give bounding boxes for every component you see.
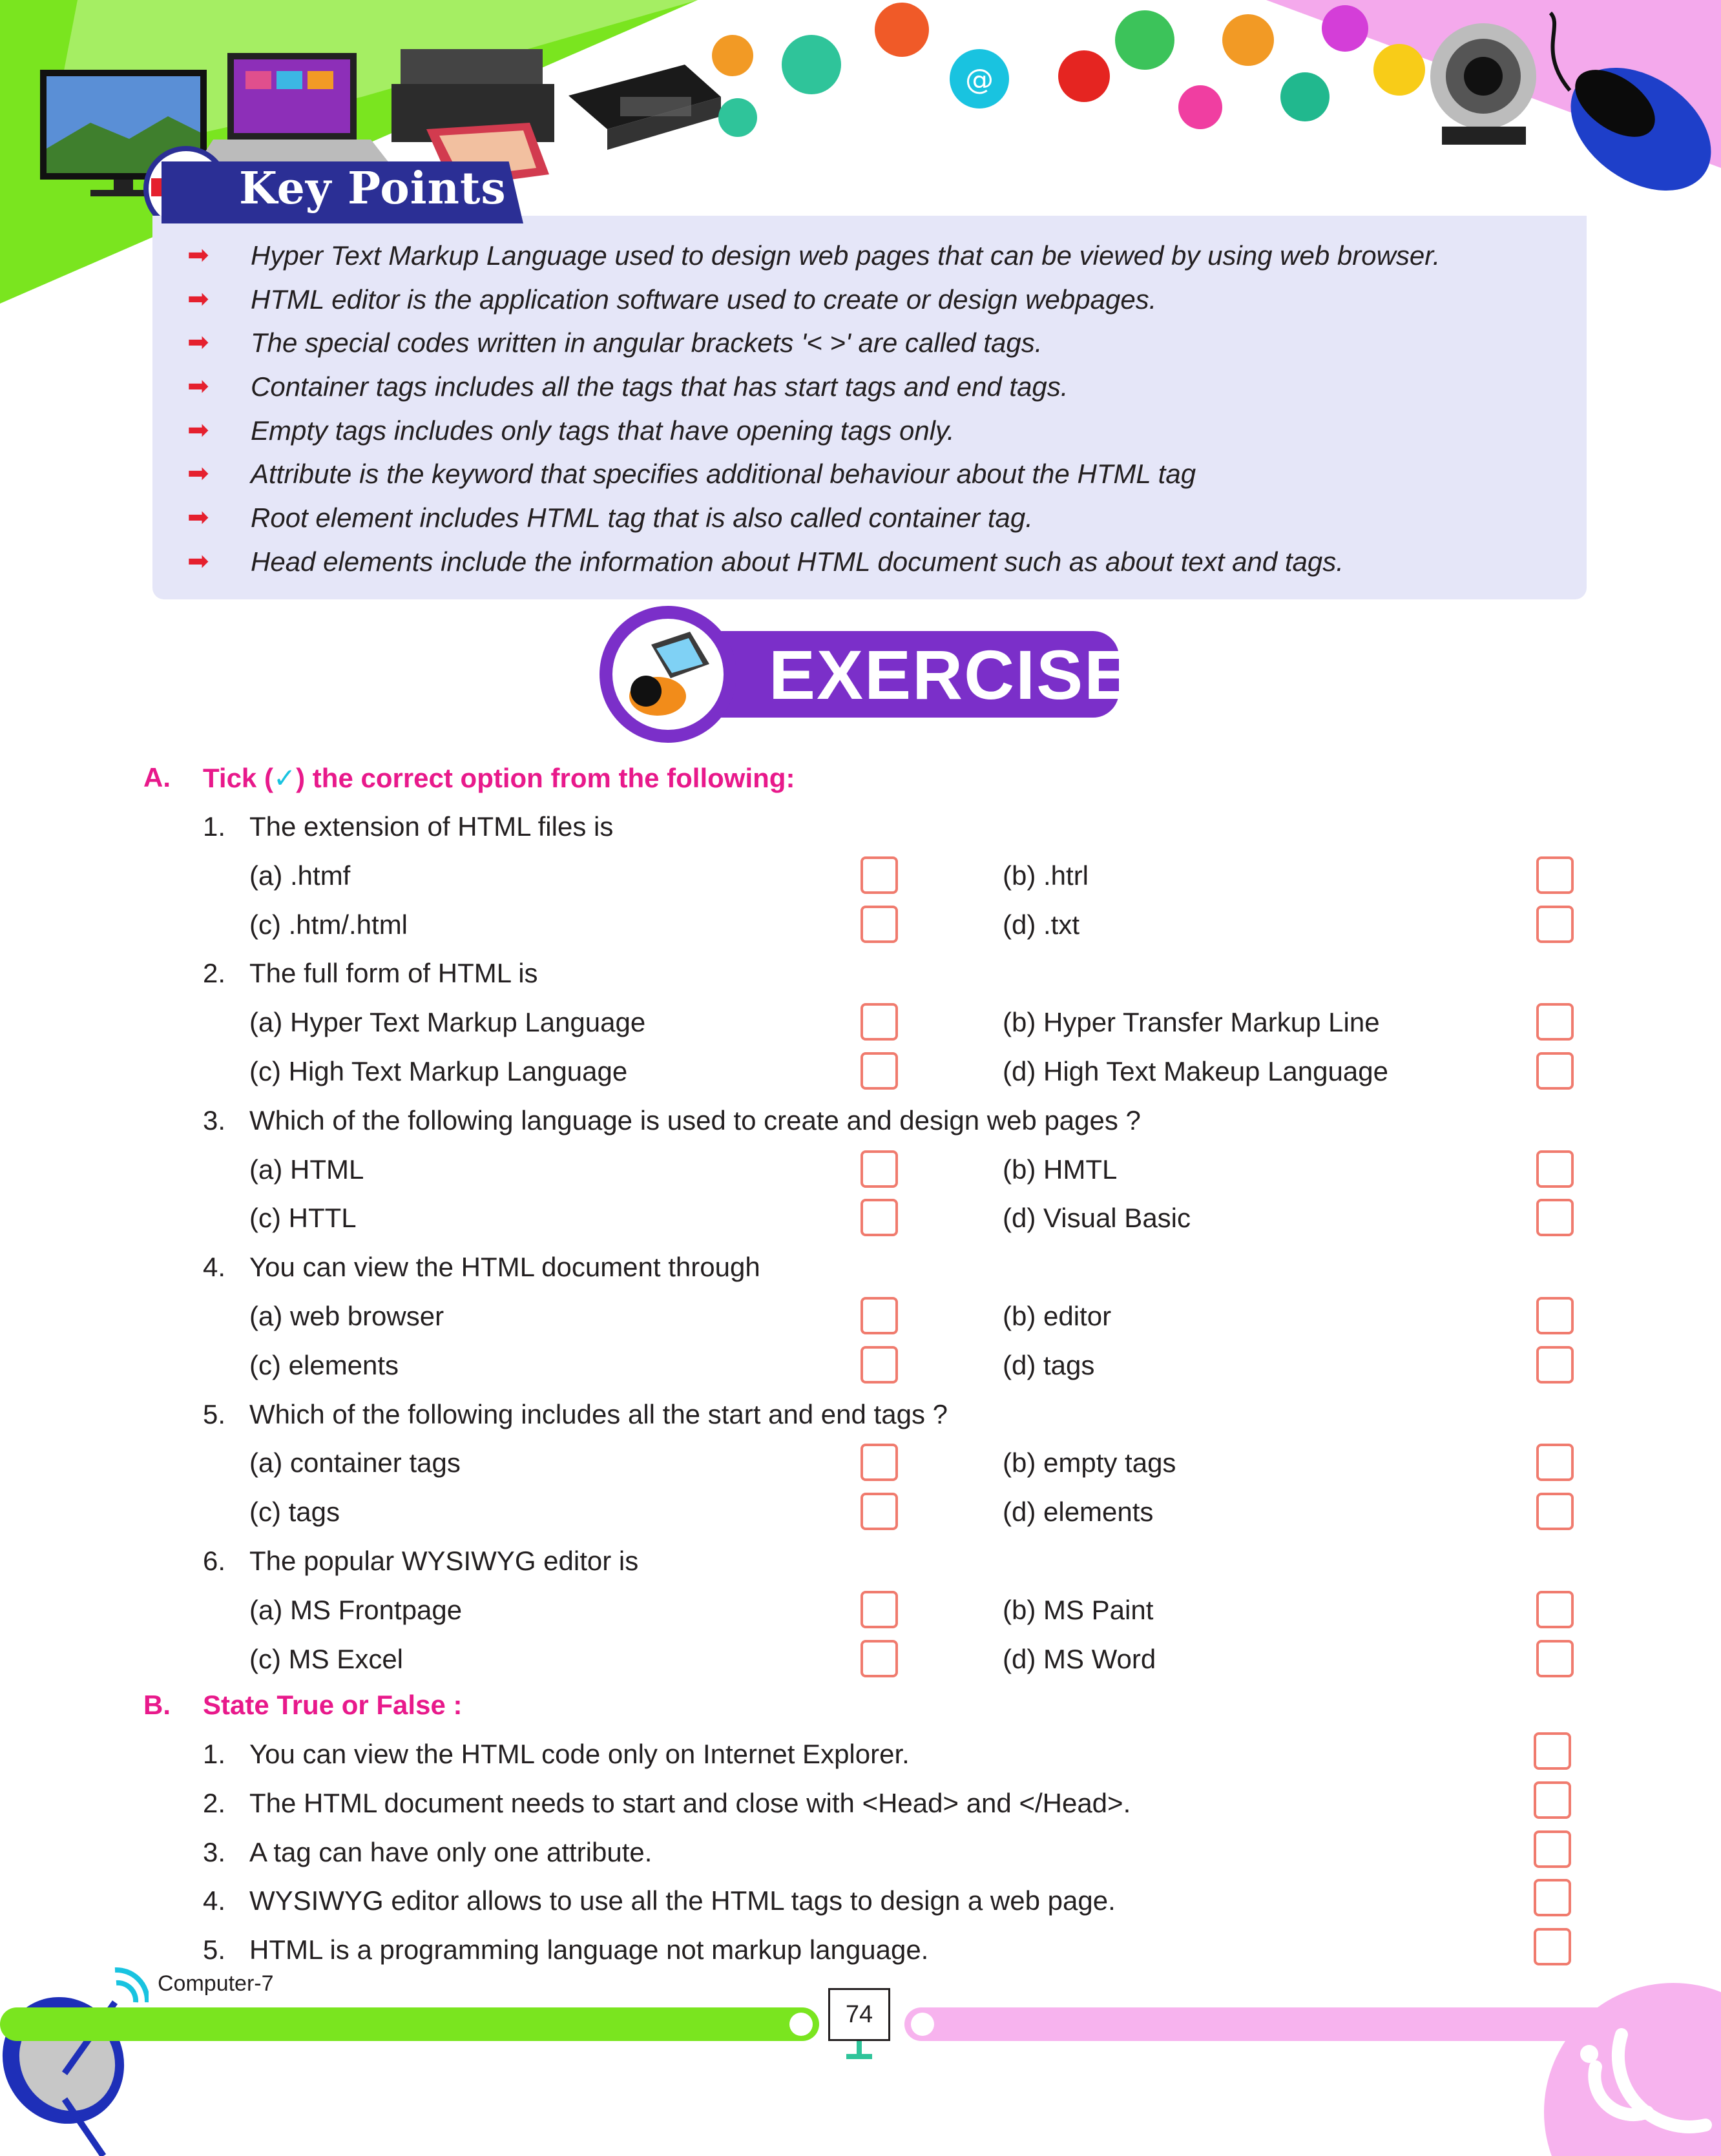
- section-b-title: State True or False :: [203, 1690, 463, 1720]
- statement-text: WYSIWYG editor allows to use all the HTML tags to design a web page.: [249, 1885, 1116, 1916]
- statement-number: 2.: [203, 1787, 226, 1818]
- answer-checkbox[interactable]: [1536, 1297, 1574, 1334]
- answer-checkbox[interactable]: [860, 1493, 898, 1530]
- answer-checkbox[interactable]: [860, 1052, 898, 1090]
- question-text: The popular WYSIWYG editor is: [249, 1546, 639, 1576]
- statement-number: 3.: [203, 1836, 226, 1867]
- true-false-checkbox[interactable]: [1534, 1732, 1571, 1770]
- arrow-bullet-icon: ➡: [187, 415, 209, 444]
- true-false-checkbox[interactable]: [1534, 1928, 1571, 1965]
- answer-option: (a) web browser: [249, 1301, 444, 1331]
- question-number: 5.: [203, 1398, 226, 1429]
- arrow-bullet-icon: ➡: [187, 372, 209, 401]
- key-point-item: ➡ Container tags includes all the tags that has start tags and end tags.: [0, 365, 1589, 409]
- answer-option: (d) .txt: [1003, 909, 1080, 940]
- answer-option: (b) empty tags: [1003, 1447, 1176, 1478]
- answer-checkbox[interactable]: [1536, 1640, 1574, 1677]
- arrow-bullet-icon: ➡: [187, 241, 209, 269]
- app-icons-row: [712, 3, 1425, 137]
- answer-option: (b) editor: [1003, 1301, 1112, 1331]
- question-text: The extension of HTML files is: [249, 811, 614, 842]
- statement-text: You can view the HTML code only on Internet Explorer.: [249, 1739, 910, 1769]
- answer-option: (c) .htm/.html: [249, 909, 408, 940]
- satellite-dish-icon: [0, 1964, 149, 2156]
- answer-option: (a) HTML: [249, 1154, 364, 1185]
- true-false-checkbox[interactable]: [1534, 1830, 1571, 1868]
- answer-option: (d) MS Word: [1003, 1643, 1156, 1674]
- answer-checkbox[interactable]: [1536, 1003, 1574, 1041]
- statement-text: A tag can have only one attribute.: [249, 1836, 652, 1867]
- answer-checkbox[interactable]: [1536, 1052, 1574, 1090]
- answer-checkbox[interactable]: [860, 1346, 898, 1384]
- question-text: Which of the following language is used to create and design web pages ?: [249, 1104, 1141, 1135]
- answer-option: (b) HMTL: [1003, 1154, 1118, 1185]
- answer-option: (c) MS Excel: [249, 1643, 404, 1674]
- answer-option: (c) High Text Markup Language: [249, 1056, 628, 1086]
- answer-checkbox[interactable]: [860, 906, 898, 943]
- answer-checkbox[interactable]: [860, 1640, 898, 1677]
- scanner-icon: [568, 65, 721, 150]
- answer-option: (c) HTTL: [249, 1203, 357, 1234]
- answer-checkbox[interactable]: [1536, 1150, 1574, 1188]
- question-number: 2.: [203, 958, 226, 989]
- question-text: The full form of HTML is: [249, 958, 538, 989]
- answer-checkbox[interactable]: [1536, 1591, 1574, 1628]
- section-b-letter: B.: [143, 1690, 171, 1720]
- question-number: 3.: [203, 1104, 226, 1135]
- answer-option: (d) High Text Makeup Language: [1003, 1056, 1388, 1086]
- answer-option: (a) container tags: [249, 1447, 461, 1478]
- key-point-item: ➡ Empty tags includes only tags that have opening tags only.: [0, 409, 1589, 453]
- person-at-laptop-icon: [612, 619, 724, 730]
- answer-checkbox[interactable]: [1536, 1199, 1574, 1236]
- answer-option: (d) tags: [1003, 1349, 1095, 1380]
- answer-checkbox[interactable]: [860, 1003, 898, 1041]
- monitor-stand-icon: [840, 2041, 879, 2063]
- key-points-title: Key Points: [239, 163, 506, 214]
- answer-option: (b) .htrl: [1003, 860, 1089, 891]
- answer-checkbox[interactable]: [860, 1591, 898, 1628]
- statement-number: 5.: [203, 1934, 226, 1965]
- question-number: 1.: [203, 811, 226, 842]
- arrow-bullet-icon: ➡: [187, 459, 209, 488]
- key-points-list: [0, 234, 1589, 584]
- statement-number: 1.: [203, 1739, 226, 1769]
- statement-number: 4.: [203, 1885, 226, 1916]
- answer-checkbox[interactable]: [860, 856, 898, 894]
- key-point-item: ➡ Hyper Text Markup Language used to design web pages that can be viewed by using web browser.: [0, 234, 1589, 278]
- key-point-item: ➡ Attribute is the keyword that specifies additional behaviour about the HTML tag: [0, 452, 1589, 496]
- answer-checkbox[interactable]: [1536, 1346, 1574, 1384]
- answer-option: (a) .htmf: [249, 860, 351, 891]
- arrow-bullet-icon: ➡: [187, 328, 209, 357]
- wifi-decoration-icon: [1544, 1983, 1721, 2156]
- answer-checkbox[interactable]: [1536, 1444, 1574, 1481]
- key-point-item: ➡ The special codes written in angular brackets '< >' are called tags.: [0, 321, 1589, 365]
- answer-checkbox[interactable]: [860, 1199, 898, 1236]
- statement-text: HTML is a programming language not markup language.: [249, 1934, 929, 1965]
- arrow-bullet-icon: ➡: [187, 284, 209, 313]
- answer-checkbox[interactable]: [1536, 1493, 1574, 1530]
- statement-text: The HTML document needs to start and close with <Head> and </Head>.: [249, 1787, 1131, 1818]
- tick-icon: ✓: [273, 763, 297, 793]
- section-a-title: Tick (✓) the correct option from the following:: [203, 763, 795, 793]
- key-point-item: ➡ Root element includes HTML tag that is also called container tag.: [0, 496, 1589, 540]
- key-point-item: ➡ Head elements include the information about HTML document such as about text and tags.: [0, 540, 1589, 584]
- answer-checkbox[interactable]: [860, 1444, 898, 1481]
- answer-option: (b) Hyper Transfer Markup Line: [1003, 1007, 1380, 1038]
- true-false-checkbox[interactable]: [1534, 1879, 1571, 1916]
- true-false-checkbox[interactable]: [1534, 1781, 1571, 1819]
- question-text: You can view the HTML document through: [249, 1252, 760, 1283]
- arrow-bullet-icon: ➡: [187, 546, 209, 575]
- answer-option: (d) Visual Basic: [1003, 1203, 1191, 1234]
- question-number: 6.: [203, 1546, 226, 1576]
- page-number: 74: [828, 1988, 890, 2041]
- book-label: Computer-7: [158, 1971, 274, 1996]
- key-point-item: ➡ HTML editor is the application software used to create or design webpages.: [0, 278, 1589, 322]
- answer-option: (a) Hyper Text Markup Language: [249, 1007, 646, 1038]
- answer-option: (b) MS Paint: [1003, 1594, 1154, 1625]
- footer-bar-left: [0, 2007, 819, 2041]
- section-a-letter: A.: [143, 762, 171, 793]
- answer-option: (a) MS Frontpage: [249, 1594, 463, 1625]
- arrow-bullet-icon: ➡: [187, 503, 209, 532]
- answer-checkbox[interactable]: [1536, 856, 1574, 894]
- answer-option: (c) elements: [249, 1349, 399, 1380]
- answer-option: (c) tags: [249, 1497, 340, 1528]
- svg-text:@: @: [965, 63, 994, 96]
- exercise-title: EXERCISE: [769, 636, 1132, 714]
- footer-dot-left: [789, 2013, 813, 2036]
- answer-checkbox[interactable]: [860, 1297, 898, 1334]
- answer-checkbox[interactable]: [860, 1150, 898, 1188]
- answer-option: (d) elements: [1003, 1497, 1154, 1528]
- footer-dot-right: [911, 2013, 934, 2036]
- answer-checkbox[interactable]: [1536, 906, 1574, 943]
- question-text: Which of the following includes all the start and end tags ?: [249, 1398, 948, 1429]
- question-number: 4.: [203, 1252, 226, 1283]
- webcam-icon: [1430, 23, 1536, 145]
